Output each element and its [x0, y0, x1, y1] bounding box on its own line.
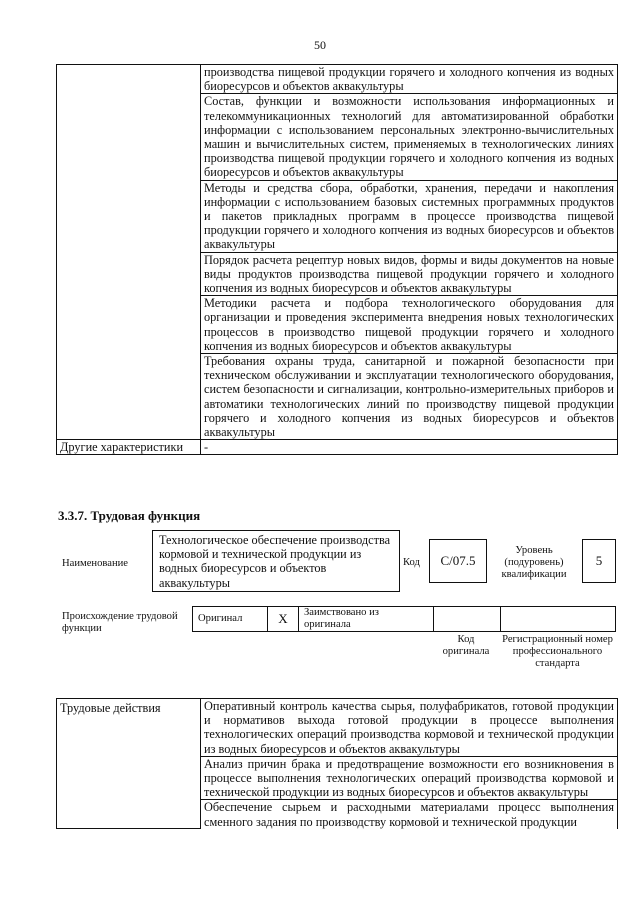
- qualification-level-label: Уровень (подуровень) квалификации: [501, 545, 567, 580]
- knowledge-table: [56, 64, 618, 455]
- registration-number-caption: Регистрационный номер профессионального стандарта: [502, 634, 613, 669]
- registration-number-cell: [501, 607, 616, 632]
- table-cell: Методики расчета и подбора технологического оборудования для организации и проведения эксперимента внедрения новых технологических процессов в производство пищевой продукции горячего и холодного копчения из водных биоресурсов и объектов аквакультуры: [201, 296, 618, 354]
- section-heading: 3.3.7. Трудовая функция: [58, 508, 201, 523]
- table-cell: Обеспечение сырьем и расходными материалами процесс выполнения сменного задания по производству кормовой и технической продукции: [201, 800, 618, 829]
- original-mark: X: [268, 607, 299, 632]
- function-name-box: Технологическое обеспечение производства кормовой и технической продукции из водных биоресурсов и объектов аквакультуры: [152, 530, 400, 592]
- function-code-box: С/07.5: [429, 539, 487, 583]
- name-label: Наименование: [62, 558, 128, 569]
- table-cell: Методы и средства сбора, обработки, хранения, передачи и накопления информации с использованием базовых системных программных продуктов и пакетов прикладных программ в процессе производства пищевой продукции горячего и холодного копчения из водных биоресурсов и объектов аквакультуры: [201, 180, 618, 252]
- other-characteristics-value: -: [201, 440, 618, 455]
- table-cell: Анализ причин брака и предотвращение возможности его возникновения в процессе выполнения технологических операций производства кормовой и технической продукции из водных биоресурсов и объектов аквакультуры: [201, 756, 618, 800]
- table-row: [57, 65, 618, 94]
- labor-actions-label: Трудовые действия: [57, 699, 201, 829]
- page-number: 50: [314, 38, 326, 52]
- table-cell: производства пищевой продукции горячего и холодного копчения из водных биоресурсов и объектов аквакультуры: [201, 65, 618, 94]
- origin-table: [192, 606, 616, 632]
- table-row: [193, 607, 616, 632]
- qualification-level-box: 5: [582, 539, 616, 583]
- table-cell: Порядок расчета рецептур новых видов, формы и виды документов на новые виды продуктов производства пищевой продукции горячего и холодного копчения из водных биоресурсов и объектов аквакультуры: [201, 252, 618, 296]
- original-code-caption: Код оригинала: [442, 634, 490, 657]
- code-label: Код: [403, 557, 420, 568]
- original-code-cell: [434, 607, 501, 632]
- table-row: [57, 699, 618, 757]
- origin-label: Происхождение трудовой функции: [62, 611, 178, 634]
- table-cell: Оперативный контроль качества сырья, полуфабрикатов, готовой продукции и нормативов выхода готовой продукции в процессе выполнения технологических операций производства кормовой и технической продукции из водных биоресурсов и объектов аквакультуры: [201, 699, 618, 757]
- table-label-cell: [57, 65, 201, 440]
- table-row: [57, 440, 618, 455]
- borrowed-label: Заимствовано из оригинала: [299, 607, 434, 632]
- labor-actions-table: [56, 698, 618, 829]
- original-label: Оригинал: [193, 607, 268, 632]
- table-cell: Состав, функции и возможности использования информационных и телекоммуникационных технологий для автоматизированной обработки информации с использованием персональных электронно-вычислительных машин и вычислительных систем, применяемых в технологических линиях производства пищевой продукции горячего и холодного копчения из водных биоресурсов и объектов аквакультуры: [201, 94, 618, 180]
- table-cell: Требования охраны труда, санитарной и пожарной безопасности при техническом обслуживании и эксплуатации технологического оборудования, систем безопасности и сигнализации, контрольно-измерительных приборов и автоматики технологических линий по производству пищевой продукции горячего и холодного копчения из водных биоресурсов и объектов аквакультуры: [201, 354, 618, 440]
- other-characteristics-label: Другие характеристики: [57, 440, 201, 455]
